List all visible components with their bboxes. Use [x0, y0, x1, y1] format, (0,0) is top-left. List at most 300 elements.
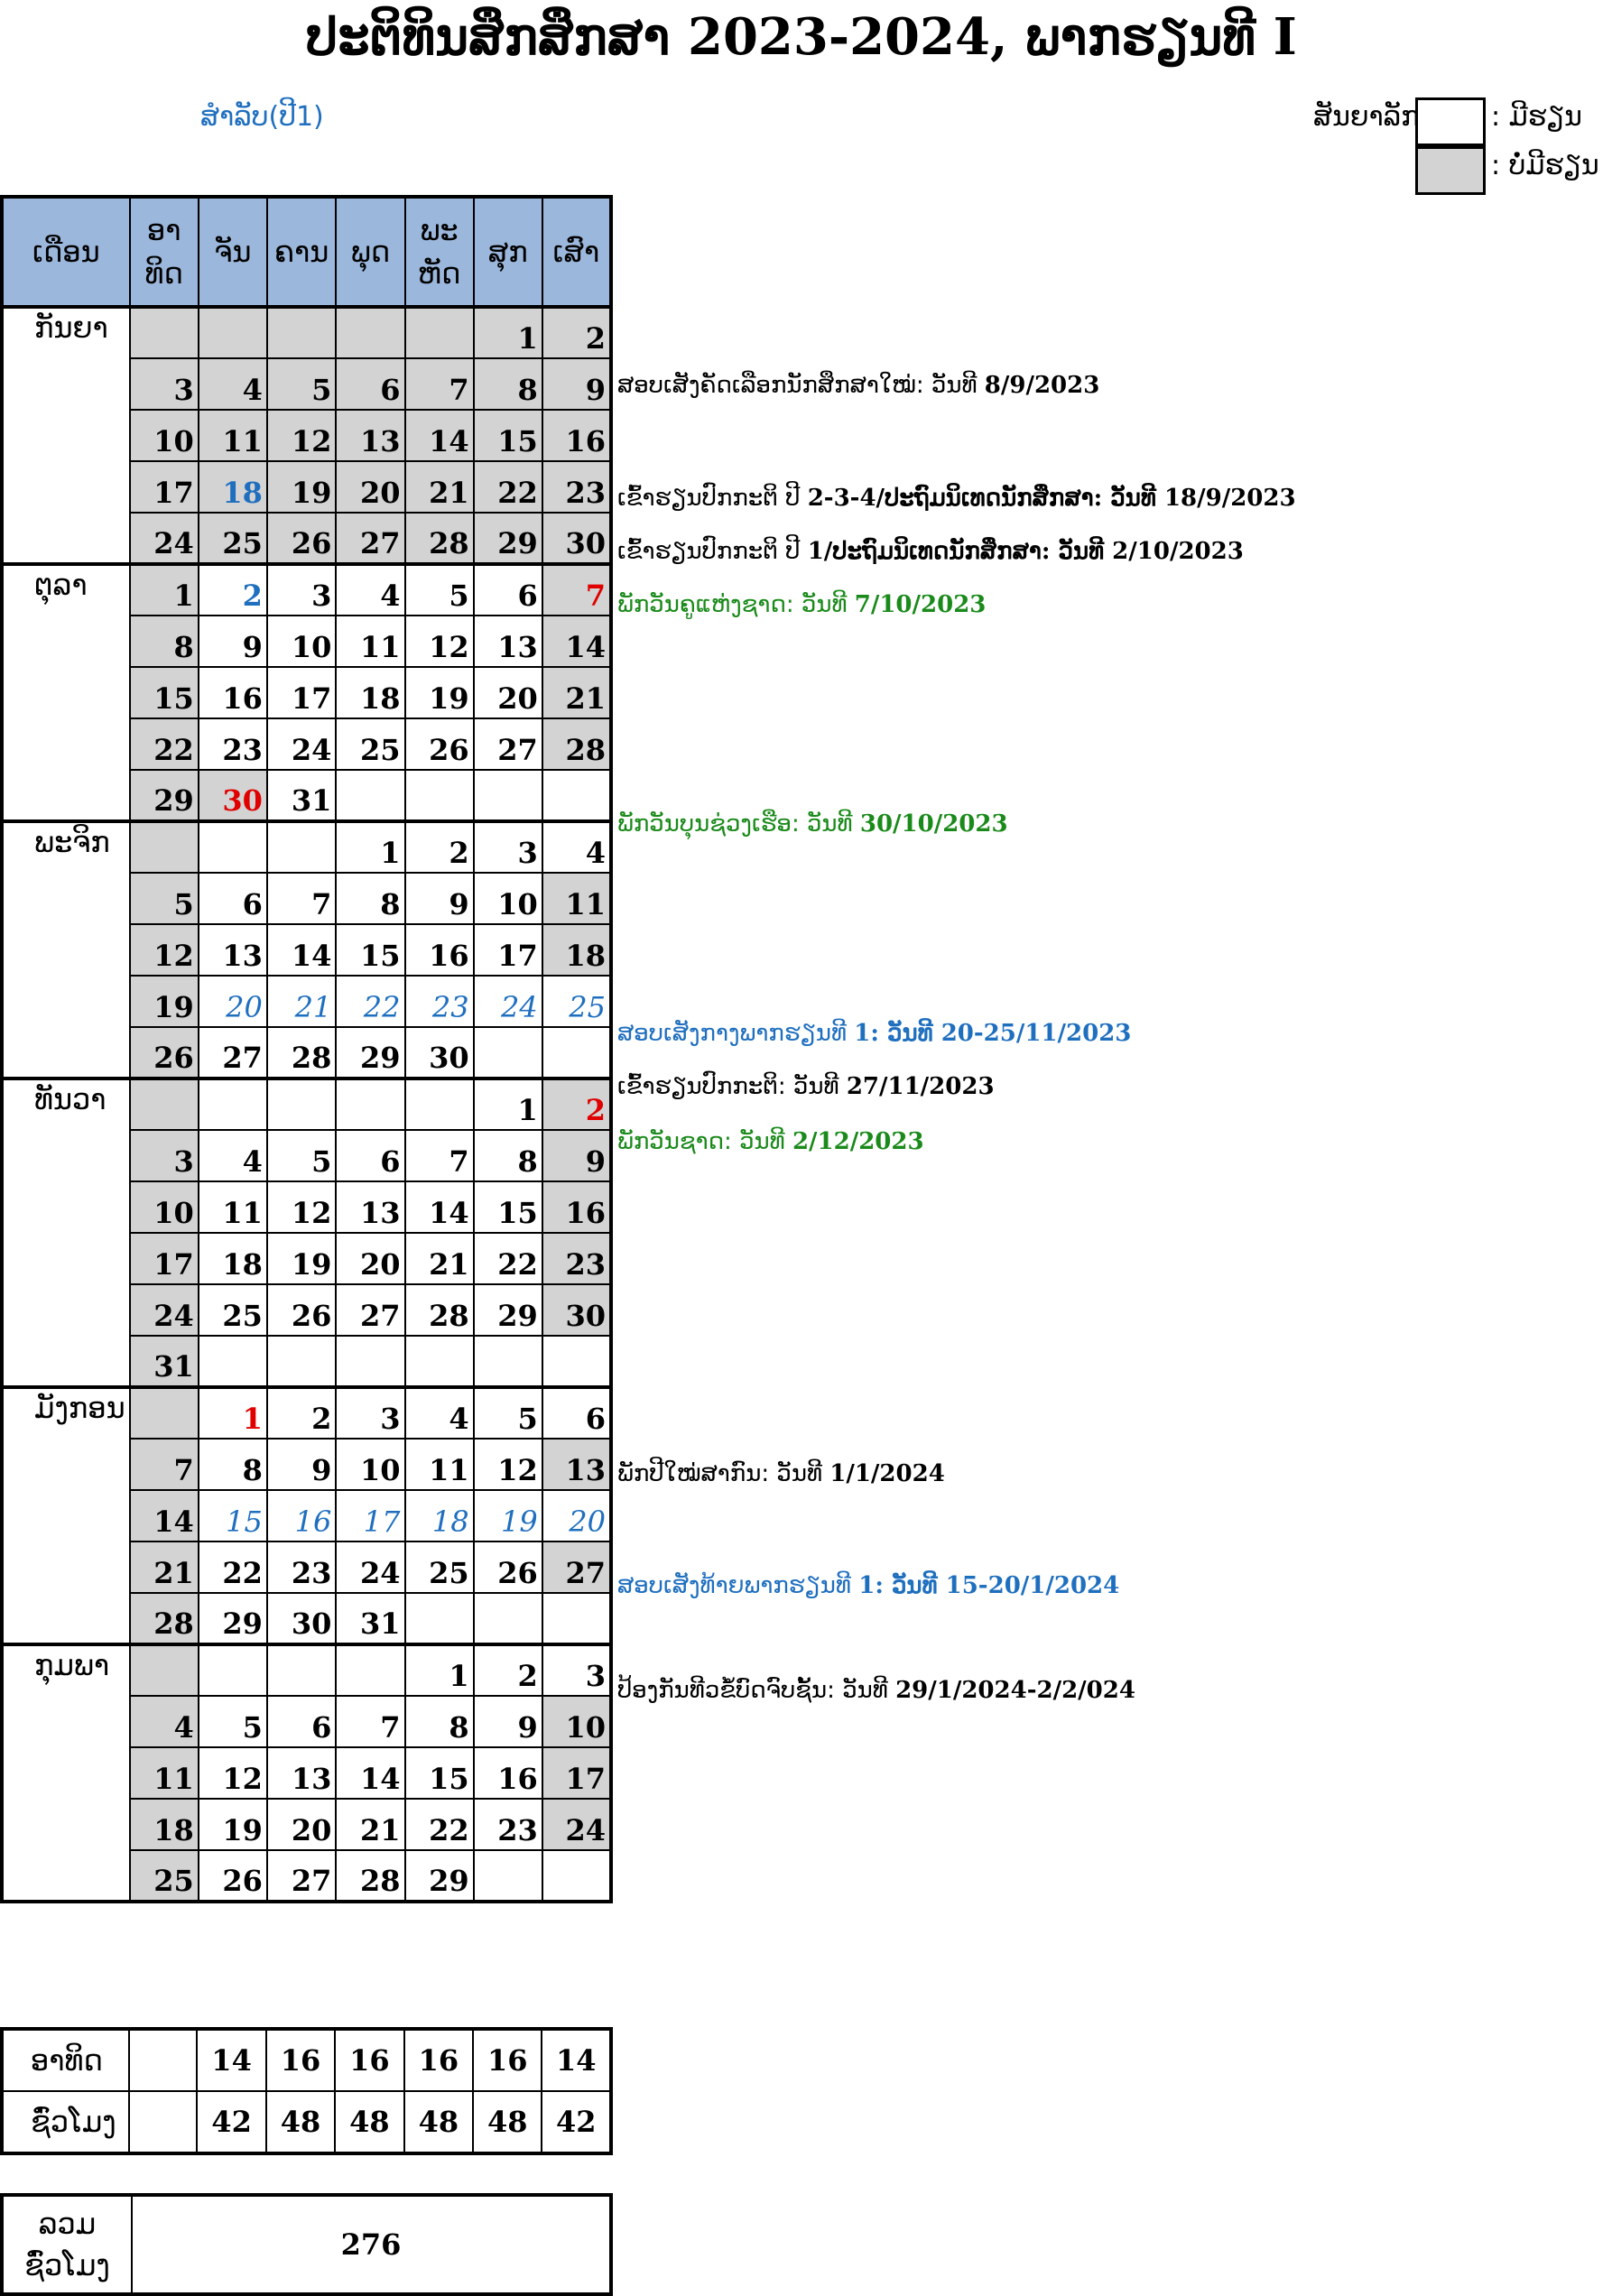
day-cell-sat: [542, 1593, 611, 1644]
note-text: ສອບເສັງທ້າຍພາກຮຽນທີ: [617, 1572, 859, 1599]
day-cell-sat: 17: [542, 1747, 611, 1799]
day-cell-tue: 31: [267, 770, 337, 821]
day-cell-fri: 8: [474, 1130, 542, 1181]
legend-white-swatch: [1415, 97, 1486, 146]
day-cell-sun: 18: [130, 1799, 199, 1850]
note-text: ເຂົ້າຮຽນປົກກະຕິ ປີ: [617, 538, 808, 565]
header-tuesday: ຄານ: [267, 197, 337, 307]
day-cell-tue: 13: [267, 1747, 337, 1799]
hours-value: 42: [542, 2091, 611, 2153]
day-cell-sat: 30: [542, 513, 611, 564]
hours-value: 48: [473, 2091, 542, 2153]
day-cell-sat: [542, 1027, 611, 1079]
weeks-label: ອາທິດ: [2, 2029, 129, 2091]
day-cell-tue: 27: [267, 1850, 337, 1902]
day-cell-sun: 29: [130, 770, 199, 821]
day-cell-sun: 24: [130, 1284, 199, 1336]
day-cell-thu: 30: [405, 1027, 474, 1079]
day-cell-wed: 14: [336, 1747, 404, 1799]
day-cell-fri: 17: [474, 924, 542, 976]
day-cell-thu: 16: [405, 924, 474, 976]
day-cell-wed: 31: [336, 1593, 404, 1644]
day-cell-sat: 11: [542, 873, 611, 924]
day-cell-sun: 17: [130, 1233, 199, 1284]
day-cell-sun: 1: [130, 564, 199, 616]
day-cell-sun: 10: [130, 1181, 199, 1233]
day-cell-wed: [336, 1079, 404, 1130]
day-cell-mon: 1: [199, 1387, 267, 1439]
weeks-value: 16: [266, 2029, 335, 2091]
month-label: ກັນຍາ: [2, 307, 130, 564]
day-cell-thu: 29: [405, 1850, 474, 1902]
calendar-body: [2, 307, 611, 1902]
day-cell-fri: 24: [474, 976, 542, 1027]
day-cell-wed: [336, 1644, 404, 1696]
day-cell-sat: 10: [542, 1696, 611, 1747]
note-date: 2/12/2023: [792, 1128, 924, 1155]
day-cell-thu: 14: [405, 410, 474, 461]
day-cell-fri: 6: [474, 564, 542, 616]
day-cell-thu: [405, 1079, 474, 1130]
note-classes-year234: [617, 485, 1296, 512]
header-sunday: ອາ ທິດ: [130, 197, 199, 307]
day-cell-sun: 3: [130, 1130, 199, 1181]
week-row: [2, 564, 611, 616]
day-cell-thu: 23: [405, 976, 474, 1027]
day-cell-thu: 19: [405, 667, 474, 718]
day-cell-tue: 19: [267, 1233, 337, 1284]
legend-label: ສັນຍາລັກ: [1313, 101, 1420, 133]
page-title: ປະຕິທິນສຶກສຶກສາ 2023-2024, ພາກຮຽນທີ I: [306, 7, 1297, 67]
week-row: [2, 307, 611, 358]
day-cell-sun: 8: [130, 616, 199, 667]
day-cell-thu: 1: [405, 1644, 474, 1696]
day-cell-mon: 11: [199, 1181, 267, 1233]
day-cell-thu: 12: [405, 616, 474, 667]
day-cell-thu: [405, 307, 474, 358]
day-cell-mon: 25: [199, 1284, 267, 1336]
day-cell-fri: 3: [474, 821, 542, 873]
day-cell-sun: 26: [130, 1027, 199, 1079]
day-cell-sat: 24: [542, 1799, 611, 1850]
day-cell-wed: [336, 307, 404, 358]
day-cell-fri: 12: [474, 1439, 542, 1490]
note-text: ເຂົ້າຮຽນປົກກະຕິ ປີ: [617, 485, 808, 512]
day-cell-sat: 23: [542, 1233, 611, 1284]
note-date: 2-3-4/ປະຖົມນິເທດນັກສຶກສາ: ວັນທີ 18/9/2023: [807, 485, 1296, 512]
day-cell-wed: 4: [336, 564, 404, 616]
day-cell-sat: [542, 770, 611, 821]
day-cell-sat: 21: [542, 667, 611, 718]
day-cell-tue: [267, 1079, 337, 1130]
day-cell-wed: 25: [336, 718, 404, 770]
day-cell-fri: [474, 770, 542, 821]
day-cell-wed: 27: [336, 513, 404, 564]
day-cell-tue: [267, 1336, 337, 1387]
day-cell-mon: 27: [199, 1027, 267, 1079]
day-cell-sat: 13: [542, 1439, 611, 1490]
day-cell-wed: 27: [336, 1284, 404, 1336]
day-cell-fri: 19: [474, 1490, 542, 1541]
day-cell-tue: 14: [267, 924, 337, 976]
day-cell-thu: 26: [405, 718, 474, 770]
weeks-value: [129, 2029, 198, 2091]
day-cell-mon: 8: [199, 1439, 267, 1490]
note-date: 8/9/2023: [984, 372, 1100, 399]
day-cell-sat: 16: [542, 410, 611, 461]
day-cell-sun: 22: [130, 718, 199, 770]
day-cell-fri: 27: [474, 718, 542, 770]
note-classes-year1: [617, 538, 1244, 565]
day-cell-thu: 7: [405, 1130, 474, 1181]
day-cell-thu: [405, 1593, 474, 1644]
note-date: 1: ວັນທີ 20-25/11/2023: [854, 1020, 1132, 1047]
header-thursday: ພະ ຫັດ: [405, 197, 474, 307]
day-cell-wed: 18: [336, 667, 404, 718]
day-cell-mon: 13: [199, 924, 267, 976]
day-cell-sat: 14: [542, 616, 611, 667]
summary-hours-row: [2, 2091, 611, 2153]
day-cell-mon: [199, 1079, 267, 1130]
day-cell-sat: 3: [542, 1644, 611, 1696]
total-table: [0, 2193, 613, 2296]
day-cell-tue: [267, 1644, 337, 1696]
day-cell-sun: 31: [130, 1336, 199, 1387]
day-cell-tue: 7: [267, 873, 337, 924]
day-cell-sat: [542, 1336, 611, 1387]
hours-value: 42: [197, 2091, 265, 2153]
day-cell-mon: [199, 307, 267, 358]
day-cell-sun: 28: [130, 1593, 199, 1644]
day-cell-thu: 28: [405, 513, 474, 564]
day-cell-thu: 18: [405, 1490, 474, 1541]
day-cell-wed: 6: [336, 358, 404, 410]
day-cell-fri: 26: [474, 1541, 542, 1593]
day-cell-fri: 23: [474, 1799, 542, 1850]
total-hours-label: ລວມ ຊົ່ວໂມງ: [2, 2195, 132, 2294]
day-cell-wed: [336, 1336, 404, 1387]
note-text: ປ້ອງກັນທີວຂໍ້ບົດຈົບຊັ້ນ: ວັນທີ: [617, 1677, 896, 1704]
day-cell-fri: 29: [474, 1284, 542, 1336]
summary-weeks-row: [2, 2029, 611, 2091]
day-cell-thu: 9: [405, 873, 474, 924]
summary-table: [0, 2027, 613, 2155]
day-cell-thu: 15: [405, 1747, 474, 1799]
day-cell-tue: 12: [267, 410, 337, 461]
day-cell-wed: 11: [336, 616, 404, 667]
subtitle: ສຳລັບ(ປີ1): [200, 101, 324, 133]
note-entrance-exam: [617, 372, 1099, 399]
weeks-value: 16: [404, 2029, 473, 2091]
note-date: 1/1/2024: [829, 1460, 945, 1487]
day-cell-wed: 13: [336, 1181, 404, 1233]
legend-white-text: : ມີຮຽນ: [1491, 101, 1582, 133]
day-cell-sat: 2: [542, 307, 611, 358]
month-label: ທັນວາ: [2, 1079, 130, 1387]
day-cell-sat: 9: [542, 1130, 611, 1181]
day-cell-mon: 5: [199, 1696, 267, 1747]
note-date: 29/1/2024-2/2/024: [895, 1677, 1135, 1704]
total-row: [2, 2195, 611, 2294]
day-cell-sat: 27: [542, 1541, 611, 1593]
hours-value: 48: [335, 2091, 403, 2153]
day-cell-mon: 30: [199, 770, 267, 821]
day-cell-sun: [130, 1644, 199, 1696]
header-monday: ຈັນ: [199, 197, 267, 307]
note-text: ພັກວັນຊາດ: ວັນທີ: [617, 1128, 792, 1155]
day-cell-sun: 19: [130, 976, 199, 1027]
day-cell-wed: 20: [336, 461, 404, 513]
day-cell-fri: 22: [474, 461, 542, 513]
calendar-table: [0, 195, 613, 1903]
day-cell-wed: 15: [336, 924, 404, 976]
week-row: [2, 1079, 611, 1130]
note-text: ສອບເສັງຄັດເລືອກນັກສຶກສາໃໝ່: ວັນທີ: [617, 372, 985, 399]
note-date: 1/ປະຖົມນິເທດນັກສຶກສາ: ວັນທີ 2/10/2023: [807, 538, 1244, 565]
day-cell-sat: 30: [542, 1284, 611, 1336]
day-cell-fri: [474, 1850, 542, 1902]
hours-value: 48: [404, 2091, 473, 2153]
note-text: ສອບເສັງກາງພາກຮຽນທີ: [617, 1020, 855, 1047]
day-cell-tue: 21: [267, 976, 337, 1027]
hours-value: [129, 2091, 198, 2153]
day-cell-tue: 20: [267, 1799, 337, 1850]
weeks-value: 14: [197, 2029, 265, 2091]
day-cell-sun: 25: [130, 1850, 199, 1902]
day-cell-fri: 1: [474, 1079, 542, 1130]
week-row: [2, 1644, 611, 1696]
day-cell-sat: 4: [542, 821, 611, 873]
day-cell-wed: 13: [336, 410, 404, 461]
day-cell-thu: [405, 770, 474, 821]
header-wednesday: ພຸດ: [336, 197, 404, 307]
day-cell-wed: 20: [336, 1233, 404, 1284]
day-cell-wed: 1: [336, 821, 404, 873]
day-cell-mon: 15: [199, 1490, 267, 1541]
day-cell-tue: 26: [267, 1284, 337, 1336]
day-cell-thu: 25: [405, 1541, 474, 1593]
note-date: 27/11/2023: [846, 1073, 995, 1100]
day-cell-thu: 5: [405, 564, 474, 616]
day-cell-fri: 9: [474, 1696, 542, 1747]
day-cell-wed: 17: [336, 1490, 404, 1541]
day-cell-tue: 24: [267, 718, 337, 770]
day-cell-mon: 22: [199, 1541, 267, 1593]
hours-value: 48: [266, 2091, 335, 2153]
day-cell-thu: 11: [405, 1439, 474, 1490]
day-cell-wed: 22: [336, 976, 404, 1027]
note-date: 1: ວັນທີ 15-20/1/2024: [858, 1572, 1120, 1599]
note-new-year: [617, 1460, 945, 1487]
day-cell-sat: [542, 1850, 611, 1902]
day-cell-tue: 6: [267, 1696, 337, 1747]
day-cell-sun: 12: [130, 924, 199, 976]
day-cell-tue: 17: [267, 667, 337, 718]
header-month: ເດືອນ: [2, 197, 130, 307]
hours-label: ຊົ່ວໂມງ: [2, 2091, 129, 2153]
day-cell-sun: 11: [130, 1747, 199, 1799]
day-cell-mon: 23: [199, 718, 267, 770]
day-cell-fri: 16: [474, 1747, 542, 1799]
day-cell-fri: 5: [474, 1387, 542, 1439]
day-cell-wed: [336, 770, 404, 821]
day-cell-sun: 5: [130, 873, 199, 924]
note-date: 30/10/2023: [859, 810, 1008, 838]
day-cell-fri: 8: [474, 358, 542, 410]
day-cell-mon: 2: [199, 564, 267, 616]
day-cell-thu: 7: [405, 358, 474, 410]
day-cell-thu: 4: [405, 1387, 474, 1439]
day-cell-sat: 9: [542, 358, 611, 410]
day-cell-tue: 3: [267, 564, 337, 616]
day-cell-sun: 10: [130, 410, 199, 461]
day-cell-sun: 21: [130, 1541, 199, 1593]
week-row: [2, 821, 611, 873]
day-cell-wed: 10: [336, 1439, 404, 1490]
day-cell-sat: 25: [542, 976, 611, 1027]
day-cell-tue: 23: [267, 1541, 337, 1593]
day-cell-sun: [130, 1079, 199, 1130]
day-cell-tue: 19: [267, 461, 337, 513]
day-cell-mon: 26: [199, 1850, 267, 1902]
day-cell-tue: 2: [267, 1387, 337, 1439]
day-cell-tue: 10: [267, 616, 337, 667]
day-cell-sat: 28: [542, 718, 611, 770]
month-label: ພະຈິກ: [2, 821, 130, 1079]
day-cell-tue: 5: [267, 358, 337, 410]
day-cell-fri: [474, 1593, 542, 1644]
day-cell-sun: 24: [130, 513, 199, 564]
day-cell-mon: 9: [199, 616, 267, 667]
weeks-value: 14: [542, 2029, 611, 2091]
day-cell-mon: 6: [199, 873, 267, 924]
day-cell-wed: 6: [336, 1130, 404, 1181]
day-cell-thu: 14: [405, 1181, 474, 1233]
day-cell-thu: 21: [405, 1233, 474, 1284]
day-cell-sat: 23: [542, 461, 611, 513]
legend-gray-text: : ບໍ່ມີຮຽນ: [1491, 150, 1599, 181]
day-cell-mon: 19: [199, 1799, 267, 1850]
day-cell-sun: [130, 821, 199, 873]
day-cell-tue: [267, 821, 337, 873]
header-friday: ສຸກ: [474, 197, 542, 307]
day-cell-fri: [474, 1336, 542, 1387]
note-thesis-defense: [617, 1677, 1135, 1704]
day-cell-wed: 28: [336, 1850, 404, 1902]
week-row: [2, 1387, 611, 1439]
day-cell-mon: 11: [199, 410, 267, 461]
note-text: ພັກປີໃໝ່ສາກົນ: ວັນທີ: [617, 1460, 830, 1487]
day-cell-sun: 4: [130, 1696, 199, 1747]
weeks-value: 16: [335, 2029, 403, 2091]
day-cell-sat: 7: [542, 564, 611, 616]
day-cell-fri: 20: [474, 667, 542, 718]
note-boat-festival: [617, 810, 1008, 838]
note-text: ພັກວັນຄູແຫ່ງຊາດ: ວັນທີ: [617, 591, 855, 618]
note-date: 7/10/2023: [854, 591, 987, 618]
note-classes-resume: [617, 1073, 995, 1100]
day-cell-sat: 6: [542, 1387, 611, 1439]
day-cell-mon: 18: [199, 1233, 267, 1284]
note-text: ພັກວັນບຸນຊ່ວງເຮືອ: ວັນທີ: [617, 810, 860, 838]
day-cell-tue: 9: [267, 1439, 337, 1490]
day-cell-fri: 1: [474, 307, 542, 358]
legend-gray-swatch: [1415, 146, 1486, 195]
day-cell-fri: [474, 1027, 542, 1079]
day-cell-mon: [199, 1336, 267, 1387]
day-cell-fri: 29: [474, 513, 542, 564]
day-cell-thu: [405, 1336, 474, 1387]
day-cell-sat: 20: [542, 1490, 611, 1541]
note-text: ເຂົ້າຮຽນປົກກະຕິ: ວັນທີ: [617, 1073, 847, 1100]
day-cell-sun: 15: [130, 667, 199, 718]
note-teachers-day: [617, 591, 986, 618]
weeks-value: 16: [473, 2029, 542, 2091]
day-cell-wed: 3: [336, 1387, 404, 1439]
day-cell-mon: 18: [199, 461, 267, 513]
day-cell-sat: 2: [542, 1079, 611, 1130]
note-midterm-exam: [617, 1020, 1131, 1047]
day-cell-thu: 8: [405, 1696, 474, 1747]
day-cell-fri: 22: [474, 1233, 542, 1284]
day-cell-wed: 21: [336, 1799, 404, 1850]
day-cell-mon: 29: [199, 1593, 267, 1644]
day-cell-sun: [130, 307, 199, 358]
day-cell-mon: 4: [199, 1130, 267, 1181]
day-cell-thu: 28: [405, 1284, 474, 1336]
header-saturday: ເສົາ: [542, 197, 611, 307]
day-cell-mon: 25: [199, 513, 267, 564]
day-cell-sat: 16: [542, 1181, 611, 1233]
month-label: ມັງກອນ: [2, 1387, 130, 1644]
month-label: ຕຸລາ: [2, 564, 130, 821]
day-cell-fri: 15: [474, 410, 542, 461]
day-cell-fri: 10: [474, 873, 542, 924]
day-cell-sun: 14: [130, 1490, 199, 1541]
day-cell-wed: 29: [336, 1027, 404, 1079]
day-cell-tue: 28: [267, 1027, 337, 1079]
day-cell-tue: [267, 307, 337, 358]
day-cell-thu: 22: [405, 1799, 474, 1850]
day-cell-mon: [199, 1644, 267, 1696]
day-cell-fri: 15: [474, 1181, 542, 1233]
day-cell-thu: 2: [405, 821, 474, 873]
day-cell-wed: 7: [336, 1696, 404, 1747]
day-cell-sun: [130, 1387, 199, 1439]
day-cell-mon: 4: [199, 358, 267, 410]
day-cell-sat: 18: [542, 924, 611, 976]
note-national-day: [617, 1128, 924, 1155]
total-hours-value: 276: [132, 2195, 611, 2294]
day-cell-mon: 20: [199, 976, 267, 1027]
day-cell-sun: 3: [130, 358, 199, 410]
day-cell-tue: 12: [267, 1181, 337, 1233]
day-cell-wed: 24: [336, 1541, 404, 1593]
day-cell-sun: 17: [130, 461, 199, 513]
day-cell-mon: 12: [199, 1747, 267, 1799]
day-cell-tue: 30: [267, 1593, 337, 1644]
month-label: ກຸມພາ: [2, 1644, 130, 1902]
day-cell-mon: [199, 821, 267, 873]
day-cell-tue: 16: [267, 1490, 337, 1541]
day-cell-wed: 8: [336, 873, 404, 924]
day-cell-sun: 7: [130, 1439, 199, 1490]
day-cell-mon: 16: [199, 667, 267, 718]
day-cell-tue: 26: [267, 513, 337, 564]
calendar-header-row: [2, 197, 611, 307]
note-final-exam: [617, 1572, 1119, 1599]
day-cell-fri: 2: [474, 1644, 542, 1696]
